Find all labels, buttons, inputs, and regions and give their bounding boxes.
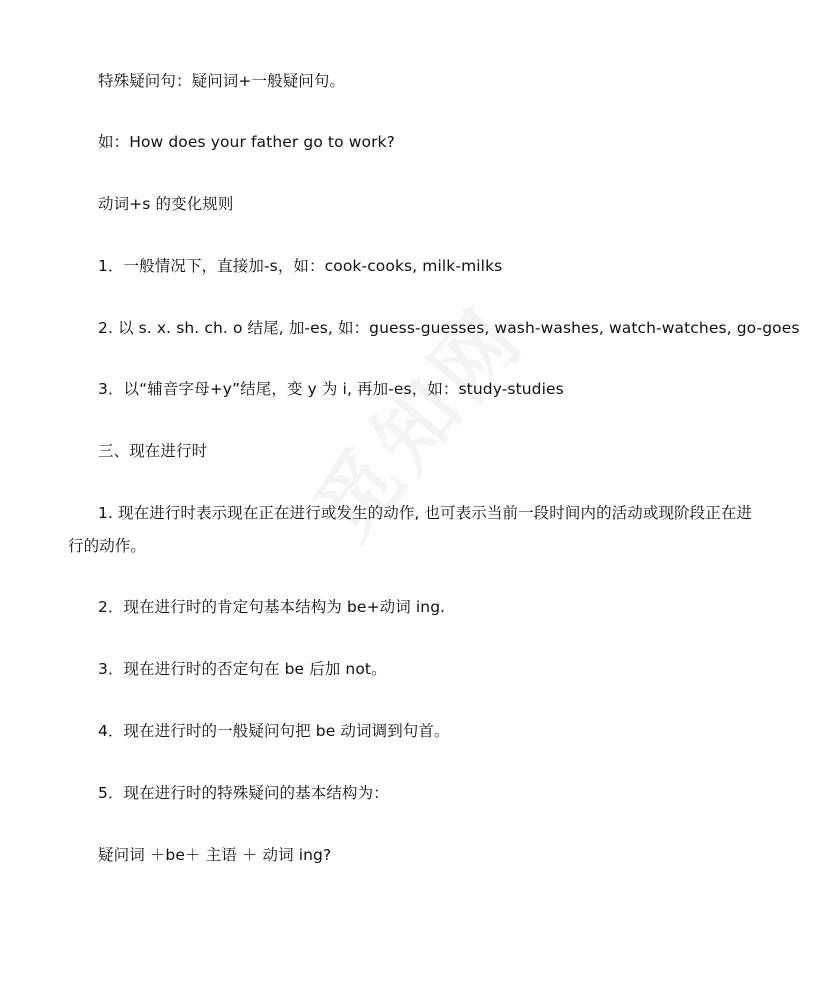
continuous-item-4: 4．现在进行时的一般疑问句把 be 动词调到句首。: [98, 722, 450, 740]
section-heading-verb-s: 动词+s 的变化规则: [98, 195, 234, 213]
structure-formula: 疑问词 ＋be＋ 主语 ＋ 动词 ing?: [98, 846, 332, 864]
continuous-item-1-line-1: 1. 现在进行时表示现在正在进行或发生的动作, 也可表示当前一段时间内的活动或现阶段正在进: [98, 504, 753, 522]
continuous-item-2: 2．现在进行时的肯定句基本结构为 be+动词 ing.: [98, 598, 446, 616]
continuous-item-1-line-2: 行的动作。: [68, 537, 147, 555]
rule-item-3: 3．以“辅音字母+y”结尾，变 y 为 i, 再加-es，如：study-studies: [98, 380, 564, 398]
rule-special-question: 特殊疑问句：疑问词+一般疑问句。: [98, 72, 346, 90]
rule-item-2: 2. 以 s. x. sh. ch. o 结尾, 加-es, 如：guess-guesses, wash-washes, watch-watches, go-goes: [98, 319, 800, 337]
section-heading-present-continuous: 三、现在进行时: [98, 442, 208, 460]
example-sentence: 如：How does your father go to work?: [98, 133, 395, 151]
continuous-item-5: 5．现在进行时的特殊疑问的基本结构为：: [98, 784, 389, 802]
rule-item-1: 1．一般情况下，直接加-s，如：cook-cooks, milk-milks: [98, 257, 503, 275]
continuous-item-3: 3．现在进行时的否定句在 be 后加 not。: [98, 660, 387, 678]
